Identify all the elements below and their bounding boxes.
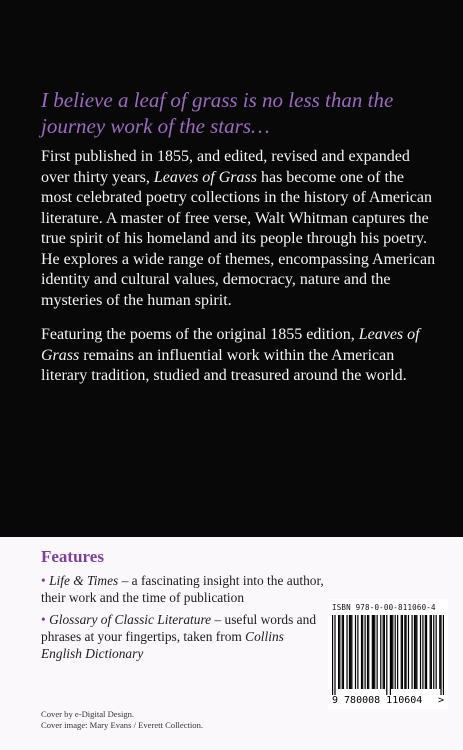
blurb-1-text-a: First published in 1855, and edited, revised and expanded over thirty years, [41, 148, 410, 186]
barcode-bar [414, 615, 415, 689]
barcode-bar [361, 615, 362, 689]
barcode-bar [377, 615, 378, 689]
features-heading: Features [41, 547, 104, 566]
feature-item-glossary [41, 611, 326, 662]
feature-item-life-times [41, 572, 326, 606]
barcode-digits: 9 780008 110604 [332, 695, 423, 706]
blurb [41, 147, 436, 401]
barcode-bar [374, 615, 375, 689]
blurb-paragraph-1 [41, 147, 436, 311]
barcode-bar [439, 615, 440, 689]
barcode-bar [422, 615, 423, 689]
barcode-bar [431, 615, 432, 689]
barcode-addon-mark: > [438, 695, 445, 706]
barcode-bar [384, 615, 385, 689]
barcode-bar [343, 615, 344, 689]
barcode-bar [338, 615, 339, 689]
barcode-bar [334, 615, 335, 695]
barcode-bar [391, 615, 392, 689]
barcode-bar [386, 615, 387, 695]
barcode-bar [372, 615, 373, 689]
barcode-bar [346, 615, 347, 689]
barcode-bar [430, 615, 431, 689]
barcode-bar [420, 615, 421, 689]
barcode-bar [425, 615, 426, 689]
isbn-barcode [328, 599, 448, 709]
credit-image: Cover image: Mary Evans / Everett Collection. [41, 720, 204, 730]
blurb-2-text-a: Featuring the poems of the original 1855 edition, [41, 326, 355, 343]
barcode-bar [362, 615, 363, 689]
barcode-bar [380, 615, 381, 689]
features-panel [0, 537, 463, 750]
barcode-bar [392, 615, 393, 689]
bullet-icon: • [41, 612, 46, 627]
barcode-bar [404, 615, 405, 689]
epigraph-quote: I believe a leaf of grass is no less than the journey work of the stars… [41, 88, 394, 138]
barcode-icon [330, 615, 446, 707]
barcode-bar [342, 615, 343, 689]
feature-name: Glossary of Classic Literature [49, 612, 212, 627]
barcode-bar [405, 615, 406, 689]
barcode-bar [443, 615, 444, 695]
barcode-bar [332, 615, 333, 695]
barcode-bar [349, 615, 350, 689]
barcode-bar [395, 615, 396, 689]
barcode-bar [357, 615, 358, 689]
barcode-bar [383, 615, 384, 689]
barcode-bar [367, 615, 368, 689]
cover-credits [41, 709, 203, 731]
barcode-bar [401, 615, 402, 689]
credit-design: Cover by e-Digital Design. [41, 709, 135, 719]
bullet-icon: • [41, 573, 46, 588]
blurb-1-book-title: Leaves of Grass [153, 168, 257, 186]
barcode-bar [355, 615, 356, 689]
barcode-bar [390, 615, 391, 695]
barcode-bar [365, 615, 366, 689]
barcode-bar [408, 615, 409, 689]
feature-name: Life & Times [49, 573, 119, 588]
barcode-bar [339, 615, 340, 689]
blurb-2-text-b: remains an influential work within the American literary tradition, studied and treasured around the world. [41, 346, 407, 384]
barcode-bar [440, 615, 441, 695]
barcode-bar [368, 615, 369, 689]
barcode-bar [426, 615, 427, 689]
barcode-bar [416, 615, 417, 689]
barcode-bar [397, 615, 398, 689]
feature-description: – useful words and phrases at your fingertips, taken from [41, 612, 317, 644]
barcode-bar [415, 615, 416, 689]
blurb-2-book-title: Leaves of Grass [41, 326, 420, 364]
barcode-bar [411, 615, 412, 689]
barcode-bar [350, 615, 351, 689]
isbn-label: ISBN 978-0-00-811060-4 [332, 603, 436, 612]
barcode-bar [373, 615, 374, 689]
barcode-bar [433, 615, 434, 689]
barcode-bar [436, 615, 437, 689]
features-list [41, 572, 326, 667]
barcode-bar [351, 615, 352, 689]
blurb-paragraph-2 [41, 325, 436, 387]
blurb-1-text-b: has become one of the most celebrated poetry collections in the history of American literature. A master of free verse, Walt Whitman captures the true spirit of his homeland and its people through his poetry. He explores a wide range of themes, encompassing American identity and cultural values, democracy, nature and the mysteries of the human spirit. [41, 168, 436, 309]
barcode-bar [402, 615, 403, 689]
feature-description: – a fascinating insight into the author, their work and the time of publication [41, 573, 324, 605]
feature-source: Collins English Dictionary [41, 629, 284, 661]
